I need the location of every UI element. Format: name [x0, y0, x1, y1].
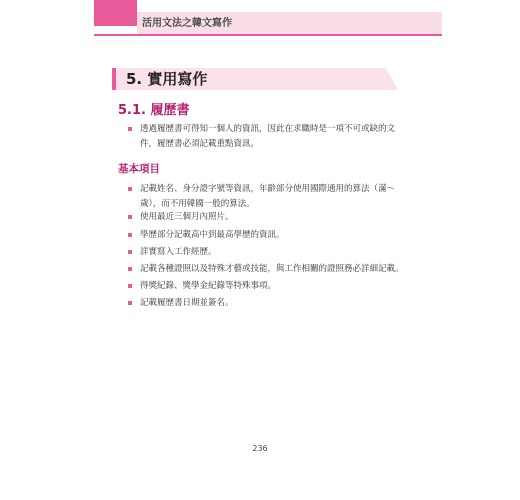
list-item — [128, 210, 410, 225]
list-item-text: 詳實寫入工作經歷。 — [140, 247, 217, 257]
square-bullet-icon — [128, 284, 132, 288]
intro-bullet — [128, 122, 410, 152]
list-item — [128, 279, 410, 294]
square-bullet-icon — [128, 267, 132, 271]
section-title: 5.1. 履歷書 — [118, 103, 190, 118]
square-bullet-icon — [128, 301, 132, 305]
square-bullet-icon — [128, 250, 132, 254]
list-item — [128, 228, 410, 243]
list-item-text: 得獎紀錄、獎學金紀錄等特殊事項。 — [140, 281, 277, 291]
chapter-title: 5. 實用寫作 — [126, 70, 208, 88]
list-item-text: 使用最近三個月內照片。 — [140, 212, 234, 222]
list-item — [128, 182, 410, 212]
list-item-text: 記載各種證照以及特殊才藝或技能，與工作相關的證照務必詳細記載。 — [140, 264, 404, 274]
header-corner-block — [94, 0, 137, 26]
list-item — [128, 245, 410, 260]
header-rule — [94, 34, 442, 36]
square-bullet-icon — [128, 215, 132, 219]
page-number: 236 — [252, 444, 268, 453]
list-item — [128, 262, 410, 277]
square-bullet-icon — [128, 233, 132, 237]
list-item-text: 記載姓名、身分證字號等資訊，年齡部分使用國際通用的算法（滿～歲），而不用韓國一般的算法。 — [140, 184, 396, 209]
square-bullet-icon — [128, 127, 132, 131]
list-item-text: 學歷部分記載高中到最高學歷的資訊。 — [140, 230, 285, 240]
square-bullet-icon — [128, 187, 132, 191]
basic-items-heading: 基本項目 — [118, 163, 160, 175]
running-title: 活用文法之韓文寫作 — [142, 18, 232, 29]
list-item — [128, 296, 410, 311]
chapter-banner — [112, 68, 397, 90]
intro-text: 透過履歷書可得知一個人的資訊，因此在求職時是一項不可或缺的文件，履歷書必須記載重點資訊。 — [140, 124, 396, 149]
list-item-text: 記載履歷書日期並簽名。 — [140, 298, 234, 308]
